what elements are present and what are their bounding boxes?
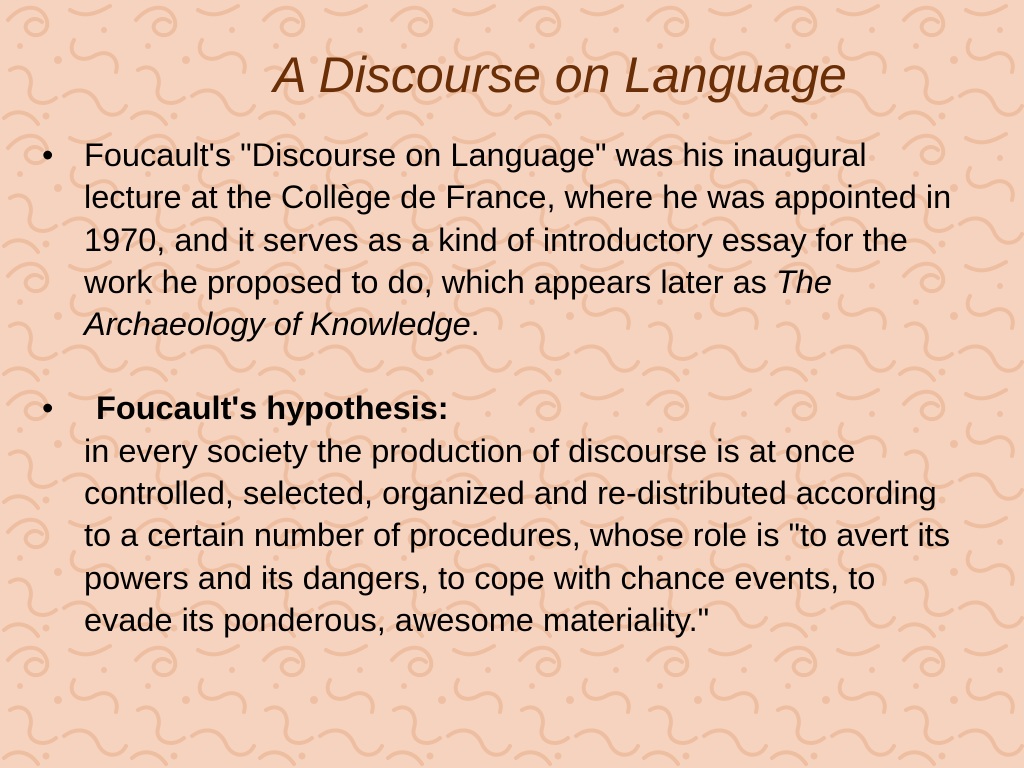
bullet-item-hypothesis <box>42 387 972 641</box>
bullet-list <box>42 134 972 641</box>
hypothesis-heading: Foucault's hypothesis: <box>96 390 449 427</box>
bullet-end: . <box>470 306 480 343</box>
bullet-text: Foucault's "Discourse on Language" was his inaugural lecture at the Collège de France, where he was appointed in 1970, and it serves as a kind of introductory essay for the work he proposed to do, which appears later as <box>84 137 952 300</box>
hypothesis-text: in every society the production of discourse is at once controlled, selected, organized and re-distributed according to a certain number of procedures, whose role is "to avert its powers and its dangers, to cope with chance events, to evade its ponderous, awesome materiality." <box>84 432 950 638</box>
bullet-marker: • <box>42 390 54 427</box>
book-title: The Archaeology of Knowledge <box>84 263 832 343</box>
bullet-marker: • <box>42 137 54 173</box>
bullet-item-lecture <box>42 134 972 345</box>
slide-title: A Discourse on Language <box>273 47 847 103</box>
